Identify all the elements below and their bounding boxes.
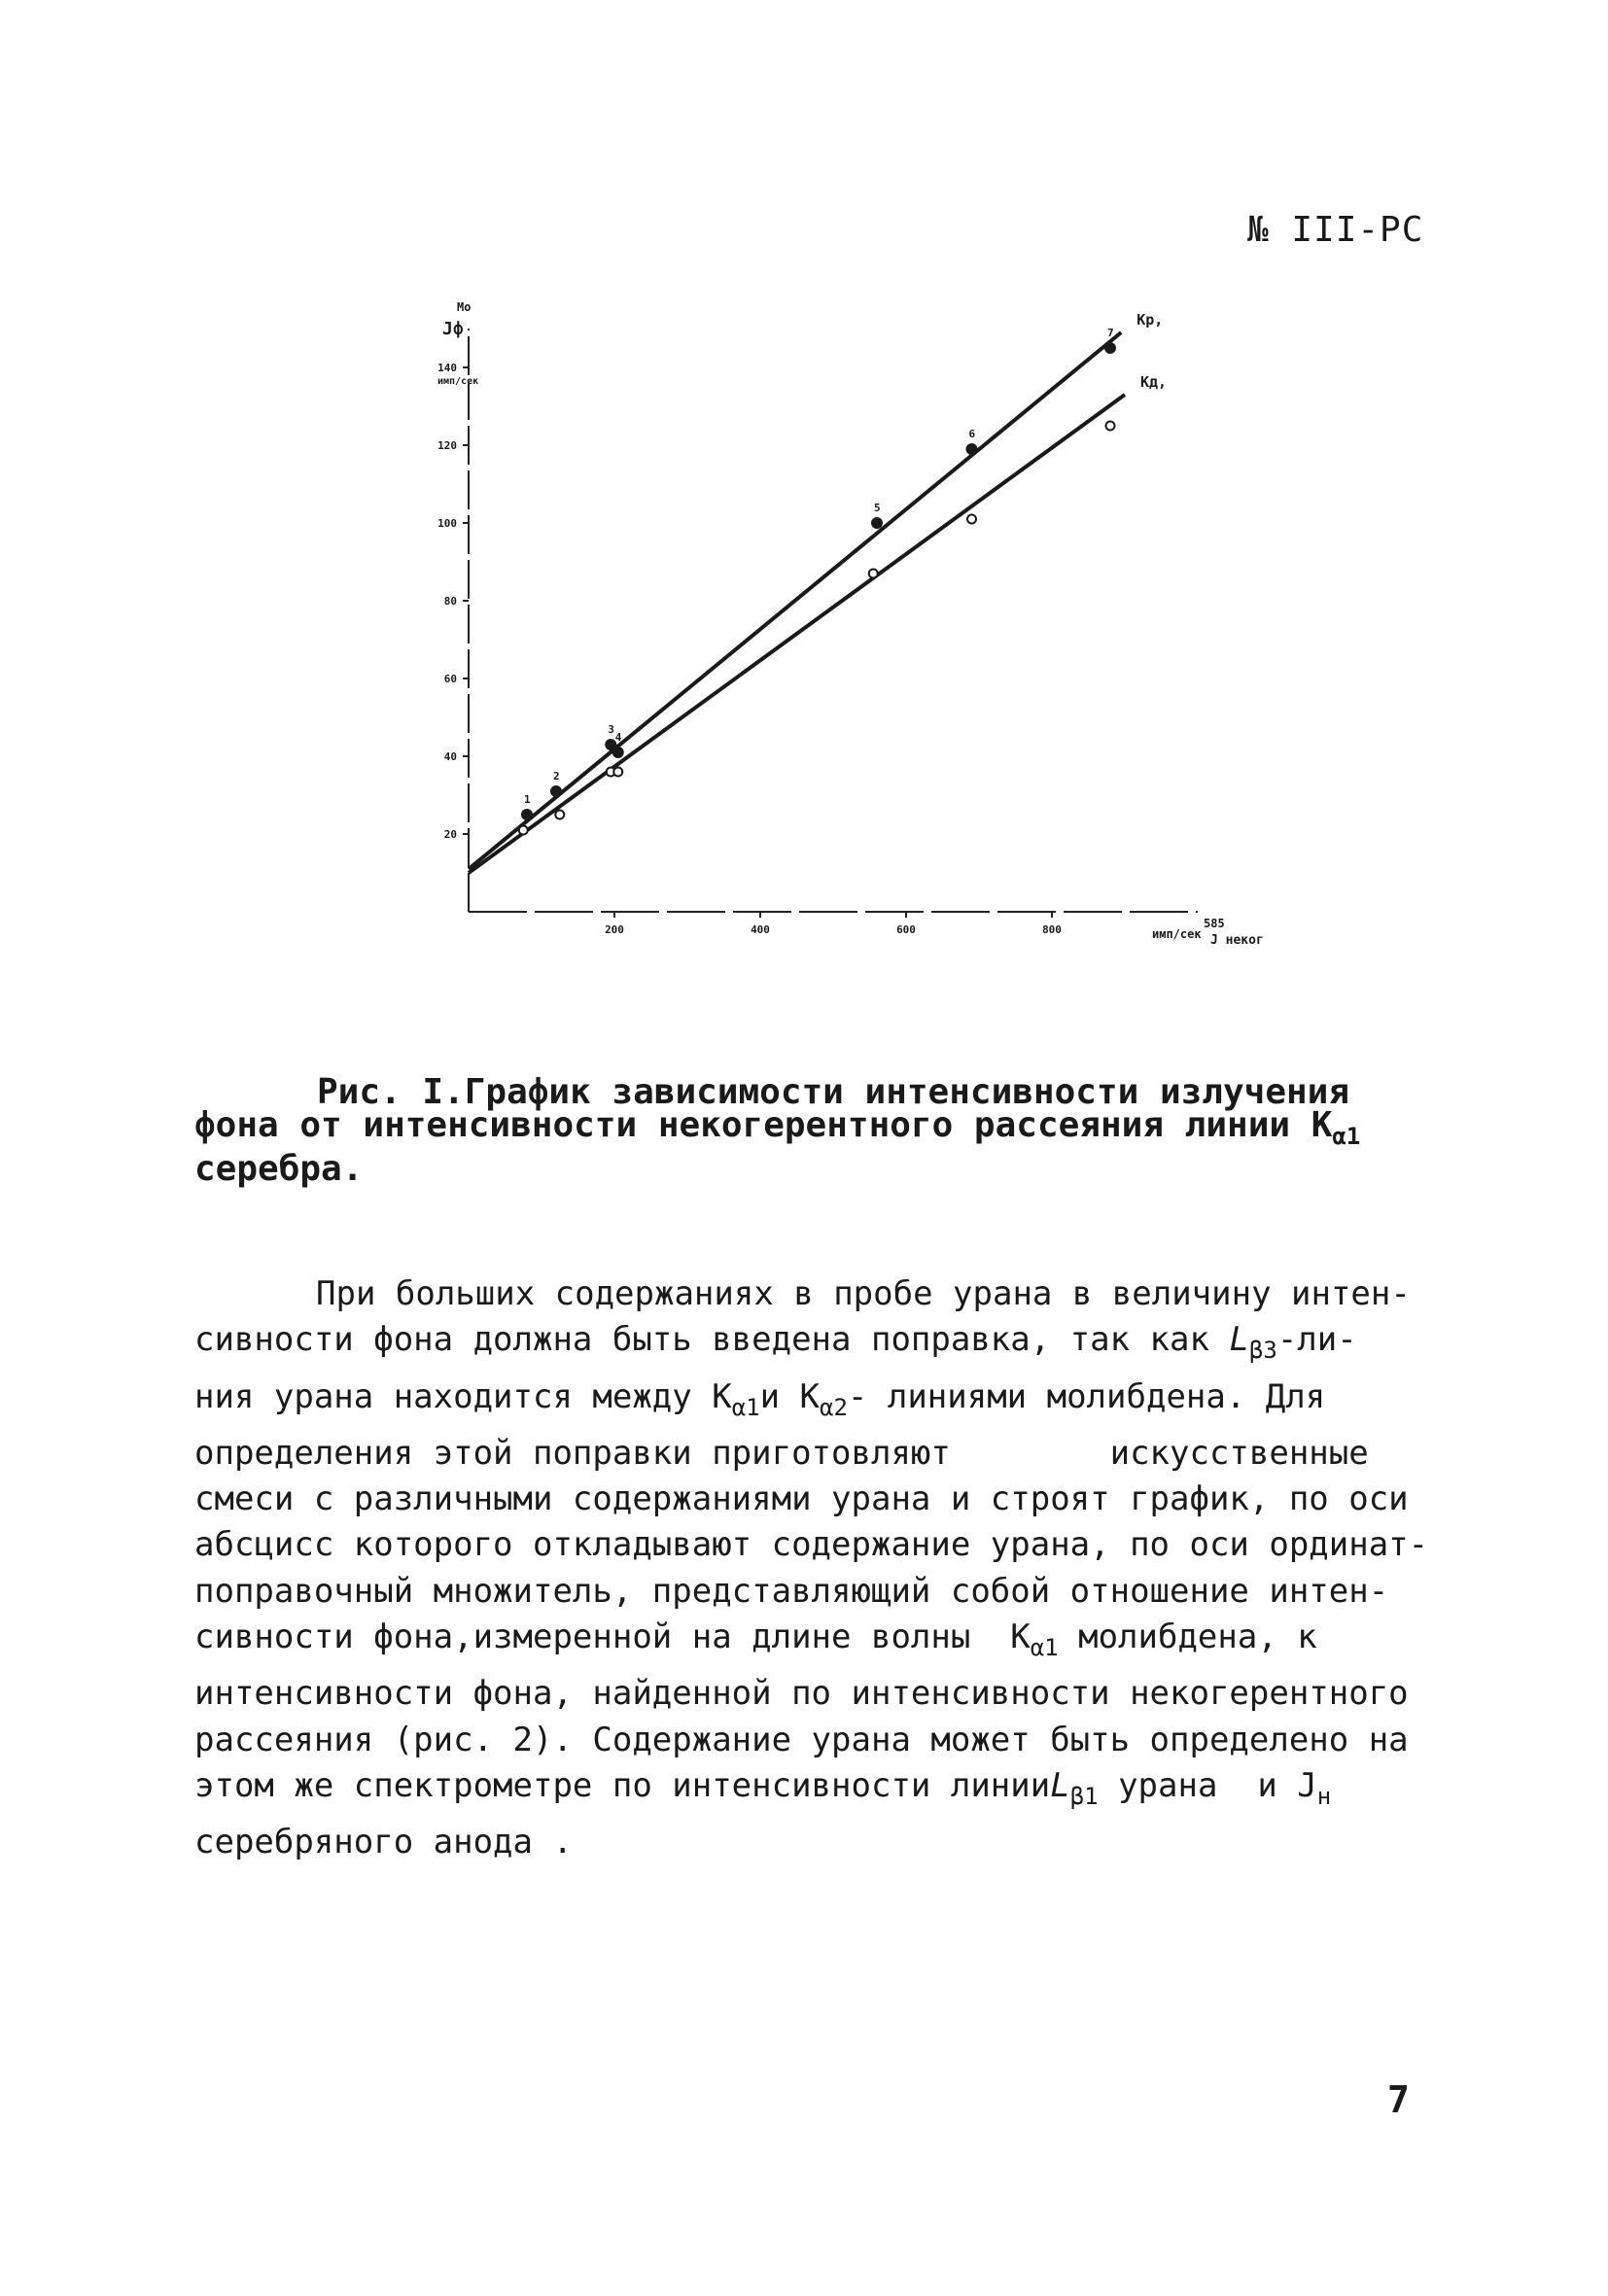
data-point	[613, 768, 622, 777]
y-tick-label: 120	[437, 439, 457, 452]
body-line-11-sub: β1	[1069, 1782, 1099, 1810]
body-line-11-sub2: н	[1316, 1782, 1332, 1810]
line-label: Кр,	[1136, 311, 1164, 329]
caption-line-3: серебра.	[194, 1149, 364, 1189]
y-tick-label: 80	[443, 595, 457, 608]
data-point	[555, 811, 564, 819]
body-line-12: серебряного анода .	[194, 1823, 573, 1862]
y-axis-title-top: Мо	[457, 300, 472, 314]
y-tick-label: 100	[437, 517, 457, 530]
point-label: 6	[968, 428, 976, 440]
x-tick-label: 600	[896, 923, 916, 936]
data-point	[522, 810, 532, 819]
point-label: 5	[874, 502, 881, 514]
body-line-10: рассеяния (рис. 2). Содержание урана может быть определено на	[194, 1720, 1409, 1759]
body-line-5: смеси с различными содержаниями урана и строят график, по оси	[194, 1479, 1409, 1519]
body-line-8-a: сивности фона,измеренной на длине волны К	[194, 1618, 1031, 1657]
data-point	[1105, 343, 1115, 353]
body-line-3-a: ния урана находится между К	[194, 1376, 732, 1416]
body-line-11-letter: L	[1050, 1765, 1070, 1805]
y-tick-label: 20	[443, 828, 457, 841]
y-axis-unit: имп/сек	[437, 376, 479, 387]
y-tick-label: 140	[437, 362, 457, 374]
body-line-3-sub2: α2	[820, 1393, 848, 1421]
chart-layer	[437, 311, 1198, 936]
body-line-2-b: -ли-	[1276, 1320, 1357, 1360]
point-label: 1	[524, 793, 531, 806]
body-line-7: поправочный множитель, представляющий собой отношение интен-	[194, 1571, 1389, 1611]
body-line-11	[194, 1763, 1458, 1820]
body-line-3-b: и К	[759, 1376, 821, 1416]
caption-line-2-sub: α1	[1332, 1123, 1361, 1150]
body-line-2	[194, 1317, 1458, 1374]
body-line-6: абсцисс которого откладывают содержание урана, по оси ординат-	[194, 1525, 1429, 1565]
body-line-9: интенсивности фона, найденной по интенсивности некогерентного	[194, 1674, 1409, 1714]
caption-line-2	[194, 1105, 1361, 1153]
x-axis-title: J неког	[1210, 933, 1264, 948]
data-point	[869, 570, 878, 578]
body-line-11-a: этом же спектрометре по интенсивности линии	[194, 1765, 1051, 1805]
data-point	[872, 518, 882, 528]
document-number: № III-РС	[1247, 210, 1424, 250]
chart-svg	[389, 282, 1264, 982]
body-line-8-b: молибдена, к	[1058, 1618, 1317, 1657]
figure-chart	[389, 282, 1264, 982]
caption-line-1: Рис. I.График зависимости интенсивности излучения	[317, 1072, 1350, 1112]
data-point	[1106, 422, 1115, 431]
y-tick-label: 40	[443, 750, 457, 763]
data-point	[967, 515, 976, 524]
x-axis-max-label: 585	[1204, 917, 1225, 930]
body-line-2-letter: L	[1229, 1320, 1249, 1360]
data-point	[519, 826, 528, 835]
figure-caption	[194, 1072, 1361, 1189]
body-line-2-sub: β3	[1248, 1337, 1277, 1365]
body-line-11-b: урана и J	[1098, 1765, 1317, 1805]
caption-line-2-text: фона от интенсивности некогерентного рассеяния линии К	[194, 1105, 1333, 1145]
x-axis-unit: имп/сек	[1152, 927, 1202, 941]
page-number: 7	[1387, 2078, 1410, 2121]
body-line-8-sub: α1	[1030, 1634, 1059, 1662]
fit-line	[469, 332, 1121, 869]
data-point	[613, 748, 623, 757]
body-line-3-sub1: α1	[731, 1393, 760, 1421]
data-point	[551, 786, 561, 796]
point-label: 2	[553, 770, 560, 783]
x-tick-label: 200	[605, 923, 624, 936]
point-label: 3	[608, 723, 614, 736]
data-point	[606, 740, 615, 749]
point-label: 4	[614, 731, 622, 744]
x-tick-label: 800	[1042, 923, 1062, 936]
body-line-3	[194, 1374, 1458, 1431]
body-line-4: определения этой поправки приготовляют искусственные	[194, 1433, 1369, 1473]
body-line-2-a: сивности фона должна быть введена поправка, так как	[194, 1320, 1230, 1360]
x-tick-label: 400	[751, 923, 770, 936]
y-tick-label: 60	[443, 673, 457, 685]
data-point	[967, 444, 977, 454]
fit-line	[469, 395, 1125, 873]
line-label: Кд,	[1140, 373, 1168, 391]
point-label: 7	[1107, 327, 1114, 339]
body-paragraph	[194, 1271, 1458, 1866]
y-axis-title: Jф	[442, 319, 464, 339]
body-line-8	[194, 1615, 1458, 1671]
body-line-3-c: - линиями молибдена. Для	[847, 1376, 1326, 1416]
body-line-1: При больших содержаниях в пробе урана в величину интен-	[316, 1274, 1411, 1313]
